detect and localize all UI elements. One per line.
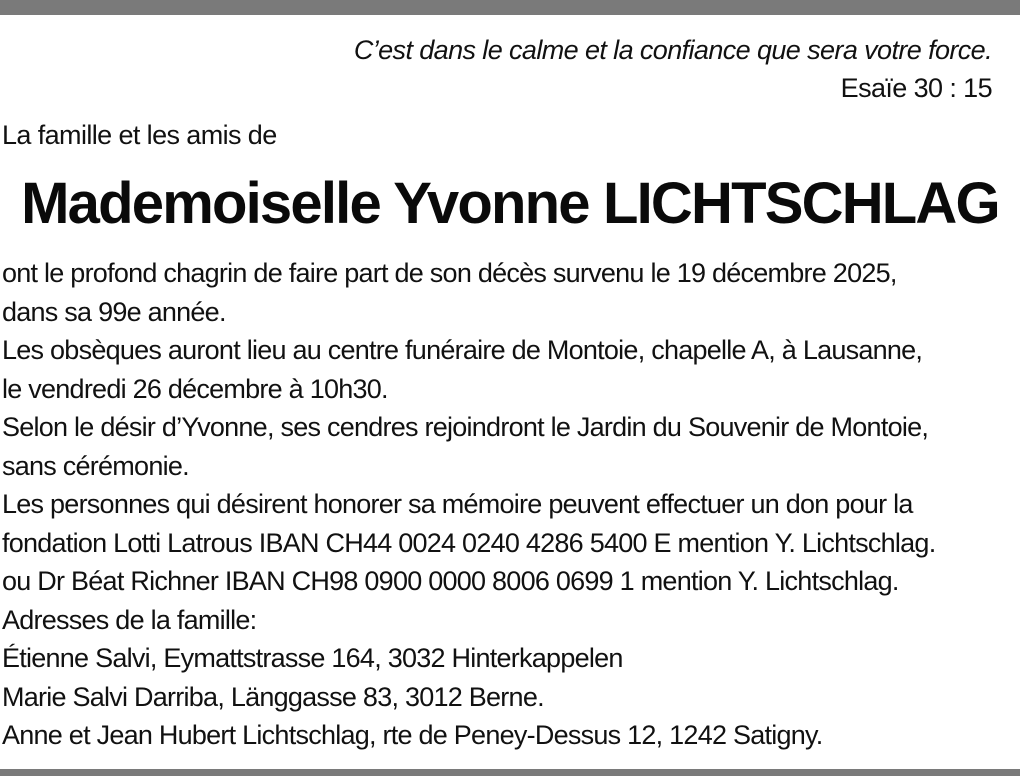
body-line: sans cérémonie. — [2, 450, 189, 481]
bible-quote — [354, 31, 992, 107]
body-line: dans sa 99e année. — [2, 296, 226, 327]
intro-line: La famille et les amis de — [2, 120, 277, 150]
body-line: Selon le désir d’Yvonne, ses cendres rejoindront le Jardin du Souvenir de Montoie, — [2, 412, 929, 442]
body-line: Étienne Salvi, Eymattstrasse 164, 3032 Hinterkappelen — [2, 643, 623, 673]
bottom-border-rule — [0, 769, 1020, 776]
body-line: Les personnes qui désirent honorer sa mémoire peuvent effectuer un don pour la — [2, 489, 913, 519]
deceased-name: Mademoiselle Yvonne LICHTSCHLAG — [21, 171, 999, 236]
announcement-body — [2, 254, 1020, 755]
body-line: Les obsèques auront lieu au centre funéraire de Montoie, chapelle A, à Lausanne, — [2, 335, 923, 365]
body-line: Anne et Jean Hubert Lichtschlag, rte de Peney-Dessus 12, 1242 Satigny. — [2, 720, 823, 750]
body-line: fondation Lotti Latrous IBAN CH44 0024 0240 4286 5400 E mention Y. Lichtschlag. — [2, 527, 936, 558]
quote-text: C’est dans le calme et la confiance que sera votre force. — [353, 35, 992, 65]
top-border-rule — [0, 0, 1020, 15]
body-line: Adresses de la famille: — [2, 604, 257, 635]
body-line: Marie Salvi Darriba, Länggasse 83, 3012 Berne. — [2, 681, 544, 712]
quote-reference: Esaïe 30 : 15 — [840, 73, 992, 103]
body-line: ont le profond chagrin de faire part de son décès survenu le 19 décembre 2025, — [2, 258, 897, 288]
body-line: le vendredi 26 décembre à 10h30. — [2, 373, 388, 404]
body-line: ou Dr Béat Richner IBAN CH98 0900 0000 8006 0699 1 mention Y. Lichtschlag. — [2, 566, 899, 596]
